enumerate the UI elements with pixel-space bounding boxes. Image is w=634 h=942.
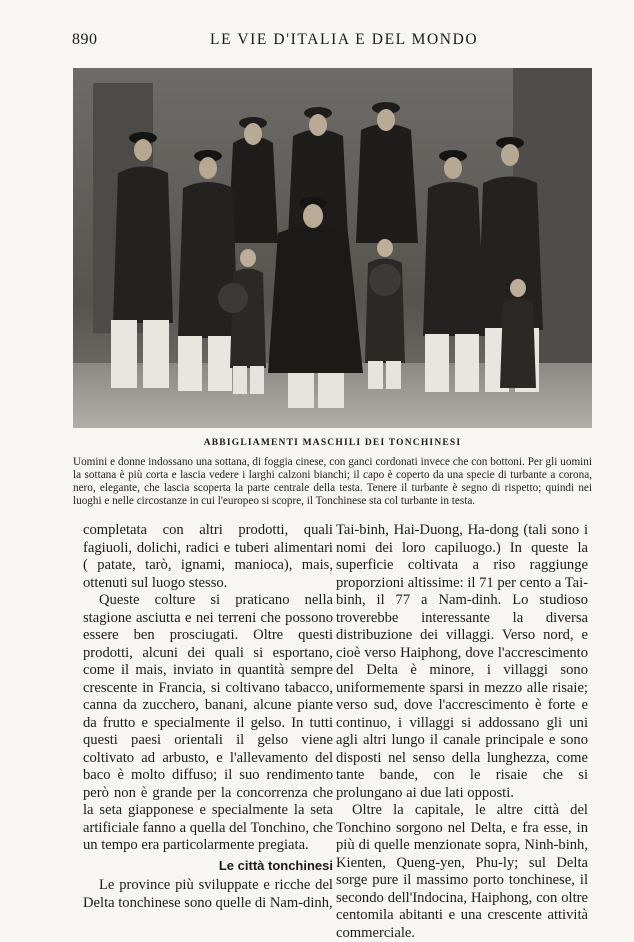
text-column-left — [83, 522, 333, 912]
figure-caption-text: Uomini e donne indossano una sottana, di foggia cinese, con ganci cordonati invece che con bottoni. Per gli uomini la sottana è più corta e lascia vedere i larghi calzoni bianchi; il capo è coperto da una specie di turbante a corona, nero, elegante, che lascia scoperta la parte centrale della testa. Tenere il turbante è segno di rispetto; quindi nei luoghi e nelle circostanze in cui l'europeo si scopre, il Tonchinese sta col turbante in testa. — [73, 456, 592, 507]
section-subheading: Le città tonchinesi — [218, 857, 333, 873]
paragraph: Oltre la capitale, le altre città del Tonchino sorgono nel Delta, e fra esse, in più di quelle menzionate sopra, Ninh-binh, Kienten, Queng-yen, Phu-ly; sul Delta sorge pure il massimo porto tonchinese, il secondo dell'Indocina, Haiphong, con oltre centomila abitanti e una crescente attività commerciale. — [336, 802, 588, 941]
text-column-right — [336, 522, 588, 942]
paragraph: completata con altri prodotti, quali fagiuoli, dolichi, radici e tuberi alimentari ( patate, tarò, ignami, manioca), mais, ottenuti sul luogo stesso. — [83, 522, 333, 591]
paragraph: Le province più sviluppate e ricche del Delta tonchinese sono quelle di Nam-dinh, — [83, 877, 333, 911]
group-photograph — [73, 68, 592, 428]
page-number: 890 — [72, 31, 98, 48]
photo-illustration — [73, 68, 592, 428]
figure-caption-title: ABBIGLIAMENTI MASCHILI DEI TONCHINESI — [203, 438, 462, 448]
paragraph: Tai-binh, Hai-Duong, Ha-dong (tali sono i nomi dei loro capiluogo.) In queste la superficie coltivata a riso raggiunge proporzioni altissime: il 71 per cento a Tai-binh, il 77 a Nam-dinh. Lo studioso troverebbe interessante la diversa distribuzione dei villaggi. Verso nord, e cioè verso Haiphong, dove l'accrescimento del Delta è minore, i villaggi sono uniformemente sparsi in mezzo alle risaie; verso sud, dove l'accrescimento è forte e continuo, i villaggi si addossano gli uni agli altri lungo il canale principale e sono disposti nel senso della lunghezza, come tante bande, con le risaie che si prolungano ai due lati opposti. — [336, 522, 589, 801]
paragraph: Queste colture si praticano nella stagione asciutta e nei terreni che possono essere ben prosciugati. Oltre questi prodotti, alcuni dei quali si esportano, come il mais, inviato in quantità sempre crescente in Francia, si coltivano tabacco, canna da zucchero, banani, alcune piante da frutto e specialmente il gelso. In tutti questi paesi orientali il gelso viene coltivato ad arbusto, e l'allevamento del baco è molto diffuso; il suo rendimento però non è grande per la concorrenza che la seta giapponese e specialmente la seta artificiale fanno a quella del Tonchino, che un tempo era particolarmente pregiata. — [83, 592, 333, 853]
running-title: LE VIE D'ITALIA E DEL MONDO — [210, 31, 479, 48]
